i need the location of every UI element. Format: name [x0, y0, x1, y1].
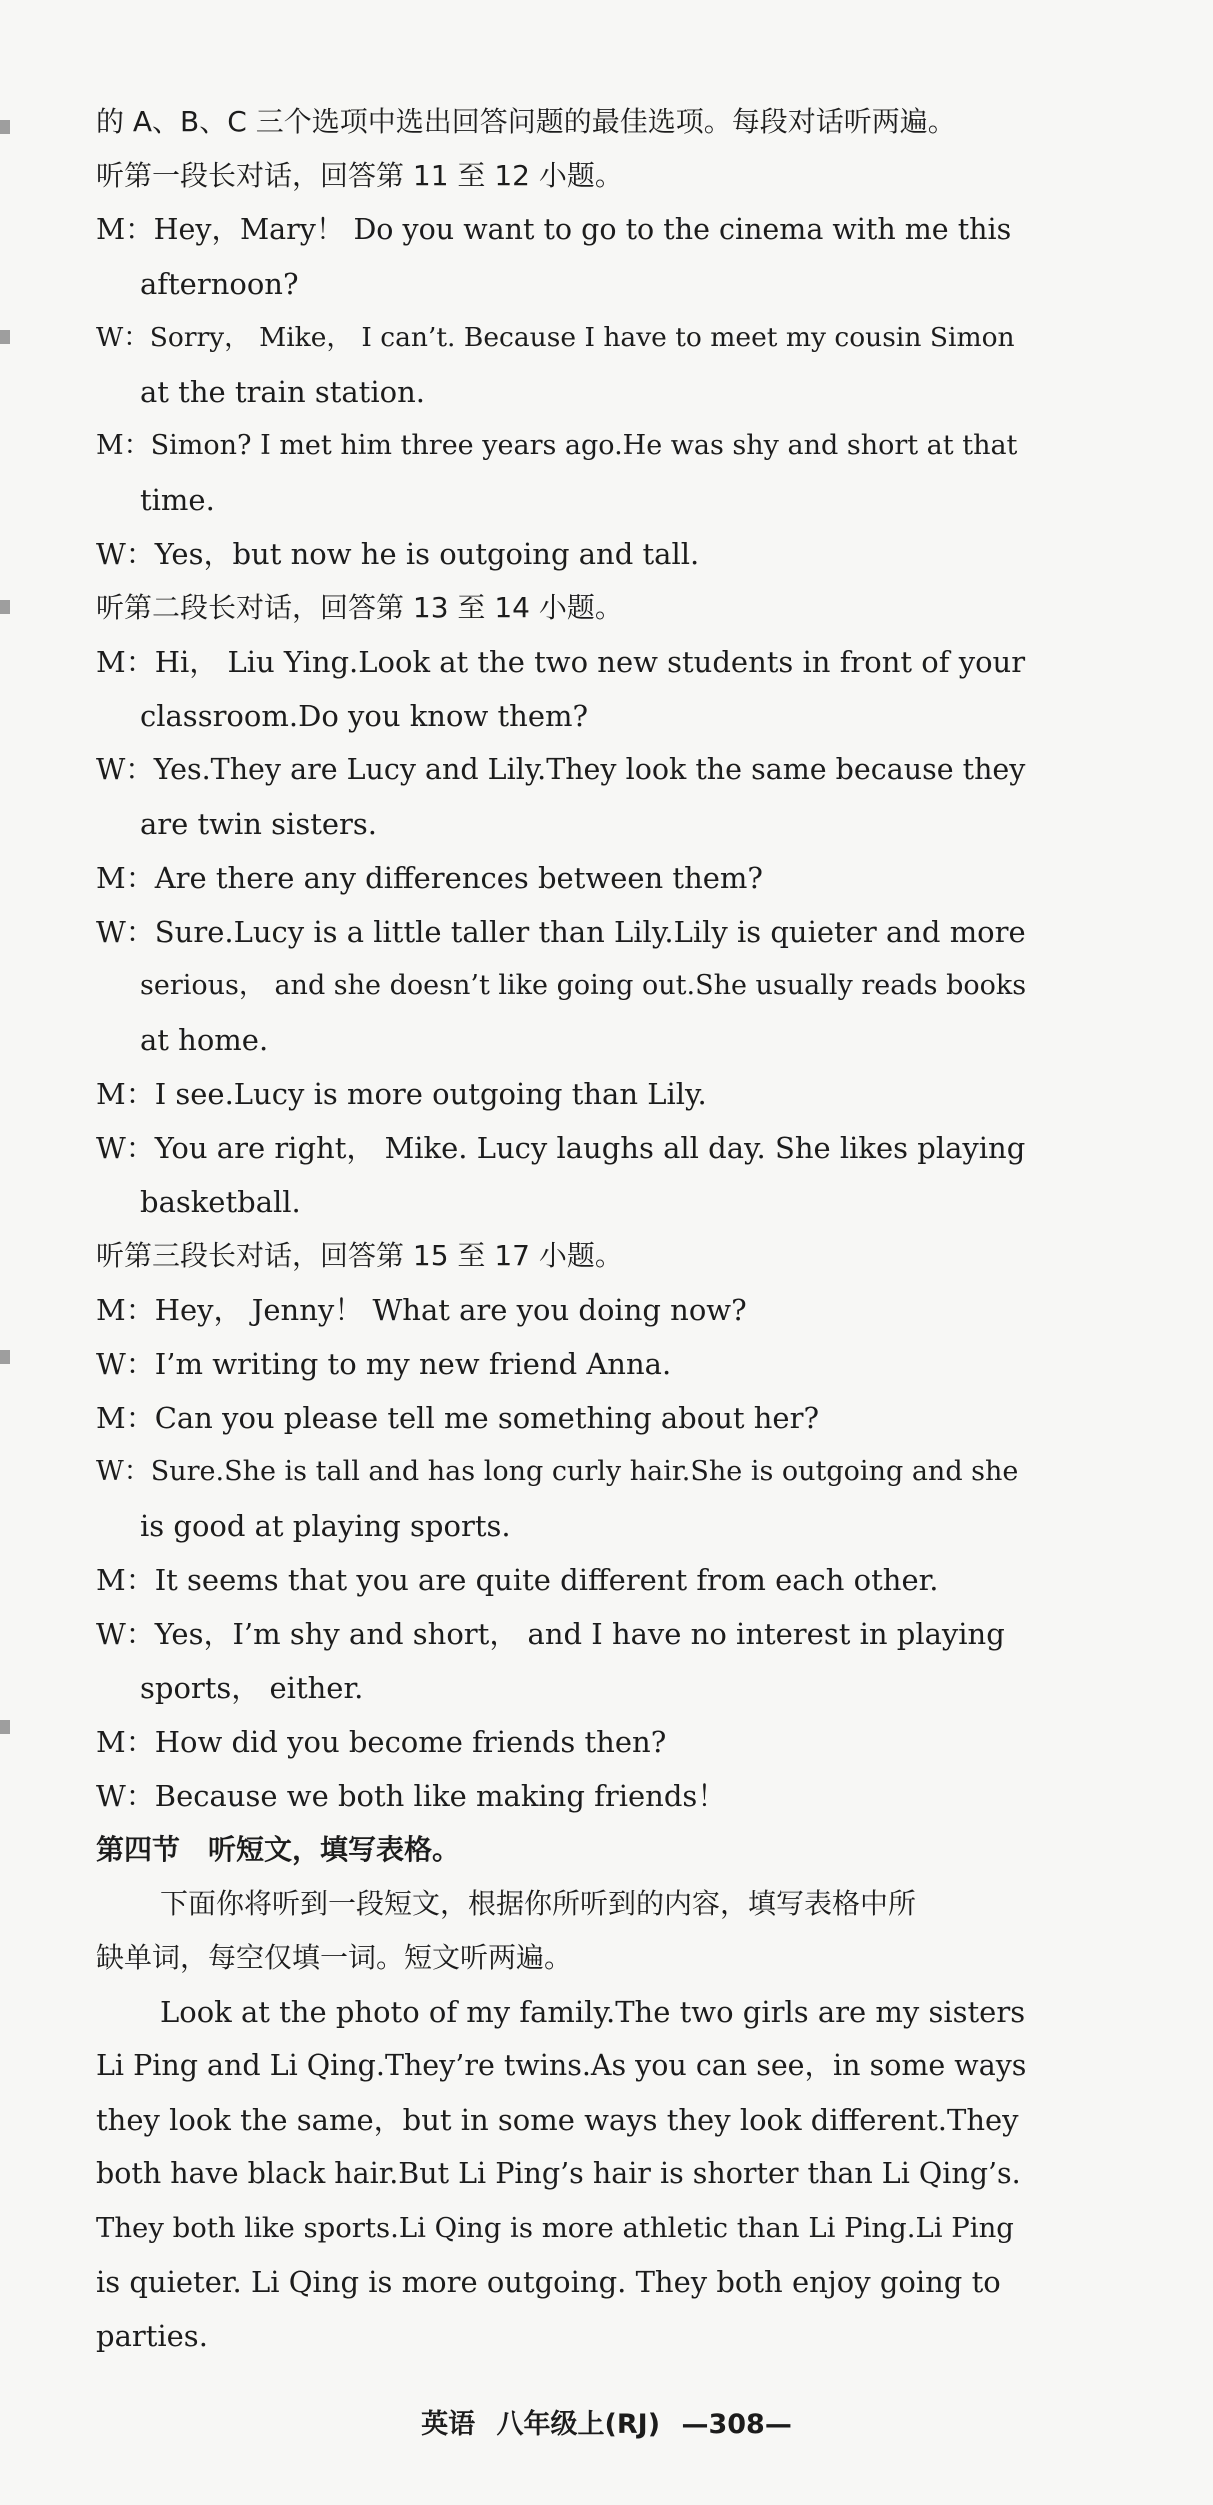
- page-footer: [0, 2402, 1213, 2441]
- dialogue-line: W：Yes.They are Lucy and Lily.They look the same because they: [96, 753, 1026, 786]
- dialogue-line: M：Are there any differences between them?: [96, 861, 763, 895]
- dialogue-line: W：Sorry， Mike， I can’t. Because I have to meet my cousin Simon: [96, 322, 1015, 353]
- dialogue-line: M：How did you become friends then?: [96, 1725, 667, 1759]
- dialogue-line: are twin sisters.: [140, 807, 377, 841]
- dialogue-line: W：Yes，but now he is outgoing and tall.: [96, 537, 700, 571]
- left-margin-mark: [0, 120, 10, 134]
- instruction-line: 的 A、B、C 三个选项中选出回答问题的最佳选项。每段对话听两遍。: [96, 105, 956, 138]
- section-heading: 听第二段长对话，回答第 13 至 14 小题。: [96, 591, 623, 624]
- left-margin-mark: [0, 1720, 10, 1734]
- passage-line: Li Ping and Li Qing.They’re twins.As you can see，in some ways: [96, 2049, 1027, 2082]
- dialogue-line: time.: [140, 483, 215, 517]
- dialogue-line: W：I’m writing to my new friend Anna.: [96, 1347, 672, 1381]
- dialogue-line: W：Because we both like making friends！: [96, 1779, 727, 1813]
- dialogue-line: M：Simon? I met him three years ago.He was shy and short at that: [96, 430, 1018, 461]
- passage-line: is quieter. Li Qing is more outgoing. They both enjoy going to: [96, 2265, 1001, 2299]
- left-margin-mark: [0, 600, 10, 614]
- dialogue-line: is good at playing sports.: [140, 1509, 511, 1543]
- dialogue-line: W：Sure.Lucy is a little taller than Lily.Lily is quieter and more: [96, 915, 1026, 949]
- dialogue-line: at home.: [140, 1023, 269, 1057]
- section-heading: 听第三段长对话，回答第 15 至 17 小题。: [96, 1239, 623, 1272]
- dialogue-line: W：You are right， Mike. Lucy laughs all day. She likes playing: [96, 1131, 1026, 1165]
- footer-grade: 八年级上(RJ): [496, 2409, 661, 2440]
- passage-line: parties.: [96, 2319, 208, 2353]
- dialogue-line: W：Sure.She is tall and has long curly hair.She is outgoing and she: [96, 1456, 1019, 1487]
- dialogue-line: M：Hi， Liu Ying.Look at the two new students in front of your: [96, 645, 1026, 679]
- instruction-line: 缺单词，每空仅填一词。短文听两遍。: [96, 1941, 573, 1974]
- dialogue-line: afternoon?: [140, 267, 299, 301]
- dialogue-line: M：I see.Lucy is more outgoing than Lily.: [96, 1077, 707, 1111]
- dialogue-line: M：It seems that you are quite different from each other.: [96, 1563, 939, 1597]
- dialogue-line: basketball.: [140, 1185, 301, 1219]
- dialogue-line: sports， either.: [140, 1671, 364, 1705]
- passage-line: Look at the photo of my family.The two girls are my sisters: [160, 1995, 1026, 2029]
- dialogue-line: W：Yes，I’m shy and short， and I have no interest in playing: [96, 1617, 1005, 1651]
- passage-line: they look the same，but in some ways they look different.They: [96, 2103, 1019, 2137]
- page-number: —308—: [681, 2409, 792, 2440]
- left-margin-mark: [0, 1350, 10, 1364]
- dialogue-line: classroom.Do you know them?: [140, 699, 589, 733]
- dialogue-line: at the train station.: [140, 375, 425, 409]
- dialogue-line: M：Hey， Jenny！ What are you doing now?: [96, 1293, 747, 1327]
- passage-line: They both like sports.Li Qing is more athletic than Li Ping.Li Ping: [96, 2212, 1014, 2244]
- dialogue-line: M：Hey，Mary！ Do you want to go to the cinema with me this: [96, 213, 1012, 246]
- dialogue-line: serious， and she doesn’t like going out.She usually reads books: [140, 970, 1027, 1001]
- section-heading: 听第一段长对话，回答第 11 至 12 小题。: [96, 159, 623, 192]
- passage-line: both have black hair.But Li Ping’s hair is shorter than Li Qing’s.: [96, 2157, 1021, 2190]
- instruction-line: 下面你将听到一段短文，根据你所听到的内容，填写表格中所: [160, 1887, 917, 1920]
- dialogue-line: M：Can you please tell me something about her?: [96, 1401, 820, 1435]
- footer-subject: 英语: [421, 2409, 476, 2440]
- section-four-heading: 第四节 听短文，填写表格。: [96, 1833, 461, 1866]
- left-margin-mark: [0, 330, 10, 344]
